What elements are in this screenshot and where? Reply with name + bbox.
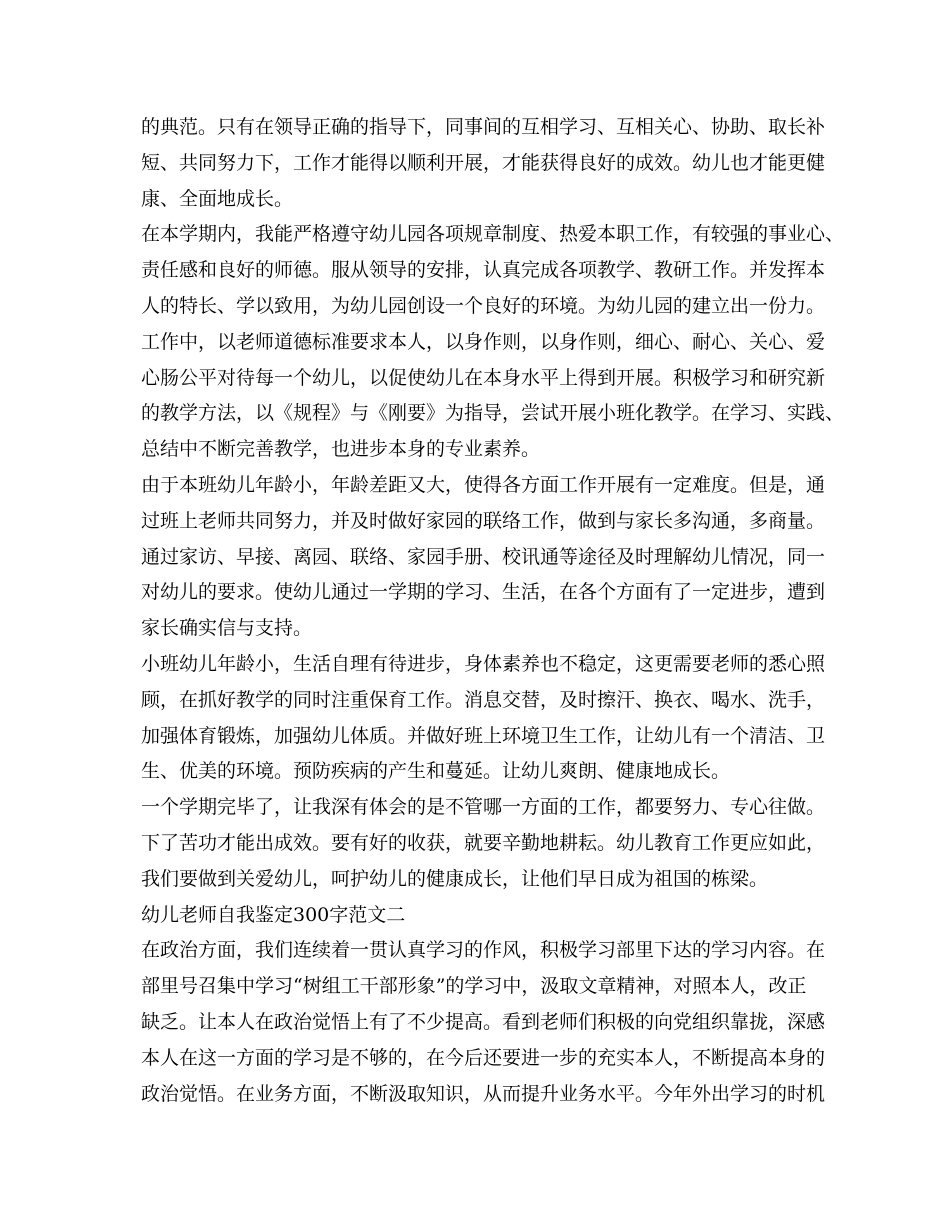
body-text [141, 110, 845, 1112]
text-line: 工作中，以老师道德标准要求本人，以身作则，以身作则，细心、耐心、关心、爱 [141, 330, 826, 353]
text-line: 心肠公平对待每一个幼儿，以促使幼儿在本身水平上得到开展。积极学习和研究新 [141, 366, 826, 389]
section-heading: 幼儿老师自我鉴定300字范文二 [141, 903, 406, 926]
text-line: 过班上老师共同努力，并及时做好家园的联络工作，做到与家长多沟通，多商量。 [141, 509, 826, 532]
text-line: 责任感和良好的师德。服从领导的安排，认真完成各项教学、教研工作。并发挥本 [141, 259, 826, 282]
text-line: 在政治方面，我们连续着一贯认真学习的作风，积极学习部里下达的学习内容。在 [141, 939, 826, 962]
text-line: 康、全面地成长。 [141, 187, 294, 210]
text-line: 部里号召集中学习“树组工干部形象”的学习中，汲取文章精神，对照本人，改正 [141, 975, 807, 998]
text-line: 一个学期完毕了，让我深有体会的是不管哪一方面的工作，都要努力、专心往做。 [141, 796, 826, 819]
text-line: 总结中不断完善教学，也进步本身的专业素养。 [141, 438, 541, 461]
text-line: 短、共同努力下，工作才能得以顺利开展，才能获得良好的成效。幼儿也才能更健 [141, 151, 826, 174]
text-line: 加强体育锻炼，加强幼儿体质。并做好班上环境卫生工作，让幼儿有一个清洁、卫 [141, 724, 826, 747]
text-line: 顾，在抓好教学的同时注重保育工作。消息交替，及时擦汗、换衣、喝水、洗手， [141, 688, 826, 711]
text-line: 人的特长、学以致用，为幼儿园创设一个良好的环境。为幼儿园的建立出一份力。 [141, 294, 826, 317]
text-line: 家长确实信与支持。 [141, 617, 313, 640]
text-line: 的典范。只有在领导正确的指导下，同事间的互相学习、互相关心、协助、取长补 [141, 116, 826, 138]
text-line: 政治觉悟。在业务方面，不断汲取知识，从而提升业务水平。今年外出学习的时机 [141, 1082, 826, 1105]
text-line: 本人在这一方面的学习是不够的，在今后还要进一步的充实本人，不断提高本身的 [141, 1046, 826, 1069]
text-line: 对幼儿的要求。使幼儿通过一学期的学习、生活，在各个方面有了一定进步，遭到 [141, 581, 826, 604]
text-line: 由于本班幼儿年龄小，年龄差距又大，使得各方面工作开展有一定难度。但是，通 [141, 473, 826, 496]
text-line: 我们要做到关爱幼儿，呵护幼儿的健康成长，让他们早日成为祖国的栋梁。 [141, 867, 769, 890]
text-line: 下了苦功才能出成效。要有好的收获，就要辛勤地耕耘。幼儿教育工作更应如此， [141, 831, 826, 854]
text-line: 在本学期内，我能严格遵守幼儿园各项规章制度、热爱本职工作，有较强的事业心、 [141, 223, 845, 246]
text-line: 通过家访、早接、离园、联络、家园手册、校讯通等途径及时理解幼儿情况，同一 [141, 545, 826, 568]
text-line: 生、优美的环境。预防疾病的产生和蔓延。让幼儿爽朗、健康地成长。 [141, 760, 731, 783]
text-line: 缺乏。让本人在政治觉悟上有了不少提高。看到老师们积极的向党组织靠拢，深感 [141, 1010, 826, 1033]
text-line: 小班幼儿年龄小，生活自理有待进步，身体素养也不稳定，这更需要老师的悉心照 [141, 652, 826, 675]
text-line: 的教学方法，以《规程》与《刚要》为指导，尝试开展小班化教学。在学习、实践、 [141, 402, 845, 425]
